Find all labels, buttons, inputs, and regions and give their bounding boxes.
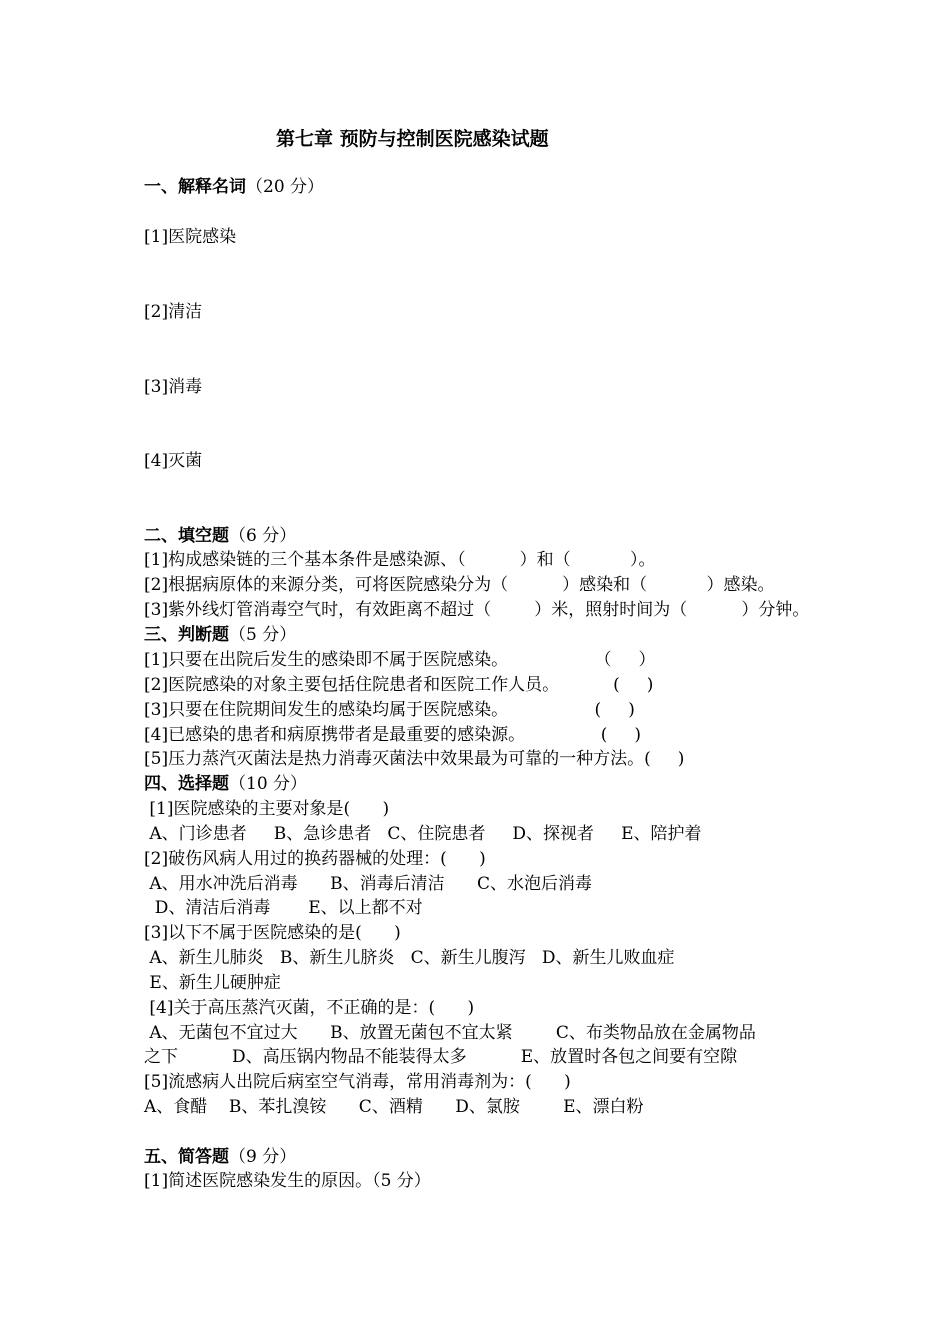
section-1-title: 一、解释名词 [144, 177, 246, 197]
section-1-heading [144, 175, 324, 199]
section-3-heading [144, 623, 296, 647]
choice-question: [4]关于高压蒸汽灭菌，不正确的是：( ) [144, 998, 475, 1018]
section-2-heading [144, 524, 296, 548]
choice-question: [1]医院感染的主要对象是( ) [144, 799, 390, 819]
page-title: 第七章 预防与控制医院感染试题 [276, 128, 549, 150]
section-1-points: （20 分） [246, 177, 325, 197]
choice-options: 之下 D、高压锅内物品不能装得太多 E、放置时各包之间要有空隙 [144, 1047, 738, 1067]
section-5-points: （9 分） [229, 1147, 297, 1167]
section-1-item: [3]消毒 [144, 377, 203, 397]
true-false-question: [4]已感染的患者和病原携带者是最重要的感染源。 ( ) [144, 725, 642, 745]
section-3-points: （5 分） [229, 625, 297, 645]
section-1-item: [4]灭菌 [144, 451, 203, 471]
fill-blank-question: [2]根据病原体的来源分类，可将医院感染分为（ ）感染和（ ）感染。 [144, 575, 775, 595]
section-1-item: [2]清洁 [144, 302, 203, 322]
section-4-points: （10 分） [229, 774, 308, 794]
choice-options: A、新生儿肺炎 B、新生儿脐炎 C、新生儿腹泻 D、新生儿败血症 [144, 948, 675, 968]
section-3-title: 三、判断题 [144, 625, 229, 645]
choice-options: A、门诊患者 B、急诊患者 C、住院患者 D、探视者 E、陪护着 [144, 824, 702, 844]
choice-options: D、清洁后消毒 E、以上都不对 [144, 898, 423, 918]
choice-question: [5]流感病人出院后病室空气消毒，常用消毒剂为：( ) [144, 1072, 571, 1092]
choice-options: A、用水冲洗后消毒 B、消毒后清洁 C、水泡后消毒 [144, 874, 593, 894]
true-false-question: [5]压力蒸汽灭菌法是热力消毒灭菌法中效果最为可靠的一种方法。( ) [144, 749, 685, 769]
fill-blank-question: [1]构成感染链的三个基本条件是感染源、（ ）和（ ）。 [144, 550, 656, 570]
section-5-title: 五、简答题 [144, 1147, 229, 1167]
true-false-question: [3]只要在住院期间发生的感染均属于医院感染。 ( ) [144, 700, 635, 720]
choice-options: A、无菌包不宜过大 B、放置无菌包不宜太紧 C、布类物品放在金属物品 [144, 1023, 756, 1043]
true-false-question: [1]只要在出院后发生的感染即不属于医院感染。 （ ） [144, 650, 656, 670]
section-4-title: 四、选择题 [144, 774, 229, 794]
choice-options: E、新生儿硬肿症 [144, 973, 281, 993]
choice-options: A、食醋 B、苯扎溴铵 C、酒精 D、氯胺 E、漂白粉 [144, 1097, 644, 1117]
section-2-title: 二、填空题 [144, 526, 229, 546]
fill-blank-question: [3]紫外线灯管消毒空气时，有效距离不超过（ ）米，照射时间为（ ）分钟。 [144, 600, 810, 620]
true-false-question: [2]医院感染的对象主要包括住院患者和医院工作人员。 ( ) [144, 675, 654, 695]
section-5-heading [144, 1145, 296, 1169]
section-4-heading [144, 772, 307, 796]
short-answer-question: [1]简述医院感染发生的原因。（5 分） [144, 1171, 431, 1191]
section-1-item: [1]医院感染 [144, 227, 237, 247]
section-2-points: （6 分） [229, 526, 297, 546]
choice-question: [3]以下不属于医院感染的是( ) [144, 923, 401, 943]
choice-question: [2]破伤风病人用过的换药器械的处理：( ) [144, 849, 486, 869]
